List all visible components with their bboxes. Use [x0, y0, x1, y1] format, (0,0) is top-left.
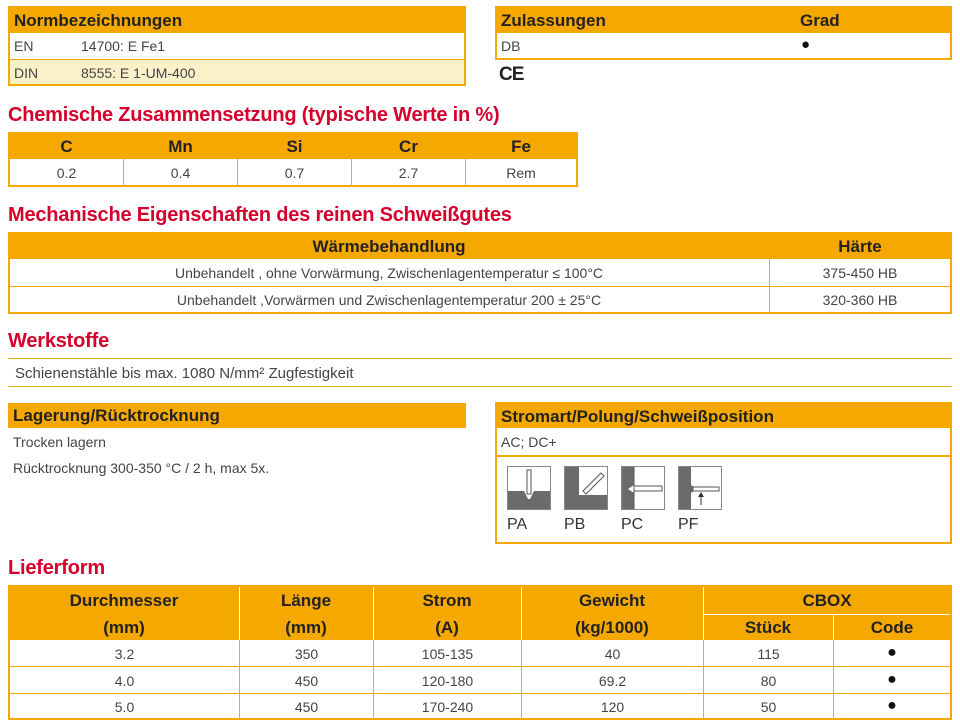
position-pa-icon — [507, 466, 551, 510]
delivery-pieces: 50 — [760, 699, 777, 715]
position-pc-icon — [621, 466, 665, 510]
norm-row — [10, 33, 464, 60]
chem-table — [8, 132, 578, 187]
chem-title: Chemische Zusammensetzung (typische Werte in %) — [8, 104, 500, 126]
delivery-diameter: 5.0 — [114, 699, 135, 715]
position-pf-label: PF — [678, 516, 699, 533]
delivery-col-weight-unit: (kg/1000) — [575, 618, 649, 637]
delivery-current: 105-135 — [421, 646, 474, 662]
position-pf-icon — [678, 466, 722, 510]
chem-header-c: C — [60, 137, 73, 156]
mech-hardness: 320-360 HB — [822, 292, 898, 308]
delivery-col-diameter: Durchmesser — [69, 591, 179, 610]
chem-value-c: 0.2 — [56, 165, 77, 181]
chem-header-mn: Mn — [168, 137, 193, 156]
norm-value: 14700: E Fe1 — [81, 38, 166, 54]
chem-col-4 — [352, 134, 466, 185]
delivery-length: 450 — [294, 673, 319, 689]
storage-header — [8, 403, 466, 428]
delivery-weight: 40 — [604, 646, 621, 662]
ce-mark-text: CE — [499, 64, 524, 85]
norm-table — [8, 6, 466, 86]
chem-header-si: Si — [286, 137, 303, 156]
table-row — [10, 694, 950, 718]
chem-col-5 — [466, 134, 576, 185]
approvals-col-grade: Grad — [800, 11, 840, 30]
norm-std: DIN — [14, 65, 39, 81]
approvals-col-name: Zulassungen — [501, 11, 606, 30]
position-pb-label: PB — [564, 516, 586, 533]
delivery-title: Lieferform — [8, 557, 105, 579]
mech-treatment: Unbehandelt , ohne Vorwärmung, Zwischenlagentemperatur ≤ 100°C — [174, 265, 604, 281]
delivery-table — [8, 585, 952, 720]
delivery-length: 450 — [294, 699, 319, 715]
delivery-col-length-unit: (mm) — [285, 618, 327, 637]
approvals-table — [495, 6, 952, 60]
werkstoffe-line-bottom — [8, 386, 952, 387]
mech-row — [10, 287, 950, 312]
delivery-code: ● — [887, 697, 897, 714]
delivery-col-length: Länge — [280, 591, 332, 610]
chem-value-cr: 2.7 — [398, 165, 419, 181]
chem-col-3 — [238, 134, 352, 185]
ce-mark — [499, 64, 523, 86]
delivery-weight: 69.2 — [598, 673, 627, 689]
werkstoffe-line-top — [8, 358, 952, 359]
chem-header-fe: Fe — [511, 137, 531, 156]
position-pc-label: PC — [621, 516, 644, 533]
table-row — [10, 640, 950, 667]
werkstoffe-title: Werkstoffe — [8, 330, 109, 352]
chem-value-fe: Rem — [506, 165, 536, 181]
chem-col-1 — [10, 134, 124, 185]
norm-std: EN — [14, 38, 34, 54]
current-title: Stromart/Polung/Schweißposition — [501, 407, 774, 426]
chem-value-si: 0.7 — [284, 165, 305, 181]
delivery-weight: 120 — [600, 699, 625, 715]
chem-col-2 — [124, 134, 238, 185]
delivery-col-diameter-unit: (mm) — [103, 618, 145, 637]
chem-header-cr: Cr — [399, 137, 418, 156]
storage-line-1: Trocken lagern — [13, 434, 106, 450]
norm-title: Normbezeichnungen — [14, 11, 183, 30]
mech-header — [10, 234, 950, 259]
current-header — [497, 404, 950, 428]
mech-title: Mechanische Eigenschaften des reinen Schweißgutes — [8, 204, 512, 226]
delivery-diameter: 3.2 — [114, 646, 135, 662]
delivery-col-current-unit: (A) — [435, 618, 459, 637]
approvals-header — [497, 8, 950, 33]
delivery-cbox-divider — [704, 614, 950, 615]
delivery-current: 120-180 — [421, 673, 474, 689]
delivery-col-pieces: Stück — [744, 618, 792, 637]
delivery-col-cbox: CBOX — [802, 591, 852, 610]
chem-value-mn: 0.4 — [170, 165, 191, 181]
mech-col-hardness: Härte — [838, 237, 882, 256]
norm-header — [10, 8, 464, 33]
delivery-pieces: 115 — [757, 646, 780, 662]
approval-name: DB — [501, 38, 521, 54]
current-table — [495, 402, 952, 544]
norm-value: 8555: E 1-UM-400 — [81, 65, 196, 81]
storage-title: Lagerung/Rücktrocknung — [13, 406, 220, 425]
delivery-code: ● — [887, 671, 897, 688]
werkstoffe-text: Schienenstähle bis max. 1080 N/mm² Zugfestigkeit — [15, 365, 354, 382]
approval-grade: ● — [801, 36, 811, 53]
storage-line-2: Rücktrocknung 300-350 °C / 2 h, max 5x. — [13, 460, 270, 476]
position-pa-label: PA — [507, 516, 528, 533]
delivery-code: ● — [887, 644, 897, 661]
delivery-pieces: 80 — [760, 673, 777, 689]
norm-row — [10, 60, 464, 84]
delivery-col-current: Strom — [422, 591, 472, 610]
current-divider — [497, 455, 950, 457]
mech-treatment: Unbehandelt ,Vorwärmen und Zwischenlagentemperatur 200 ± 25°C — [176, 292, 602, 308]
delivery-col-weight: Gewicht — [578, 591, 646, 610]
current-type: AC; DC+ — [501, 434, 557, 450]
mech-col-treatment: Wärmebehandlung — [312, 237, 466, 256]
mech-table — [8, 232, 952, 314]
position-pb-icon — [564, 466, 608, 510]
mech-row — [10, 259, 950, 287]
table-row — [10, 667, 950, 694]
delivery-length: 350 — [294, 646, 319, 662]
delivery-current: 170-240 — [421, 699, 474, 715]
mech-hardness: 375-450 HB — [822, 265, 898, 281]
delivery-col-code: Code — [870, 618, 914, 637]
delivery-diameter: 4.0 — [114, 673, 135, 689]
